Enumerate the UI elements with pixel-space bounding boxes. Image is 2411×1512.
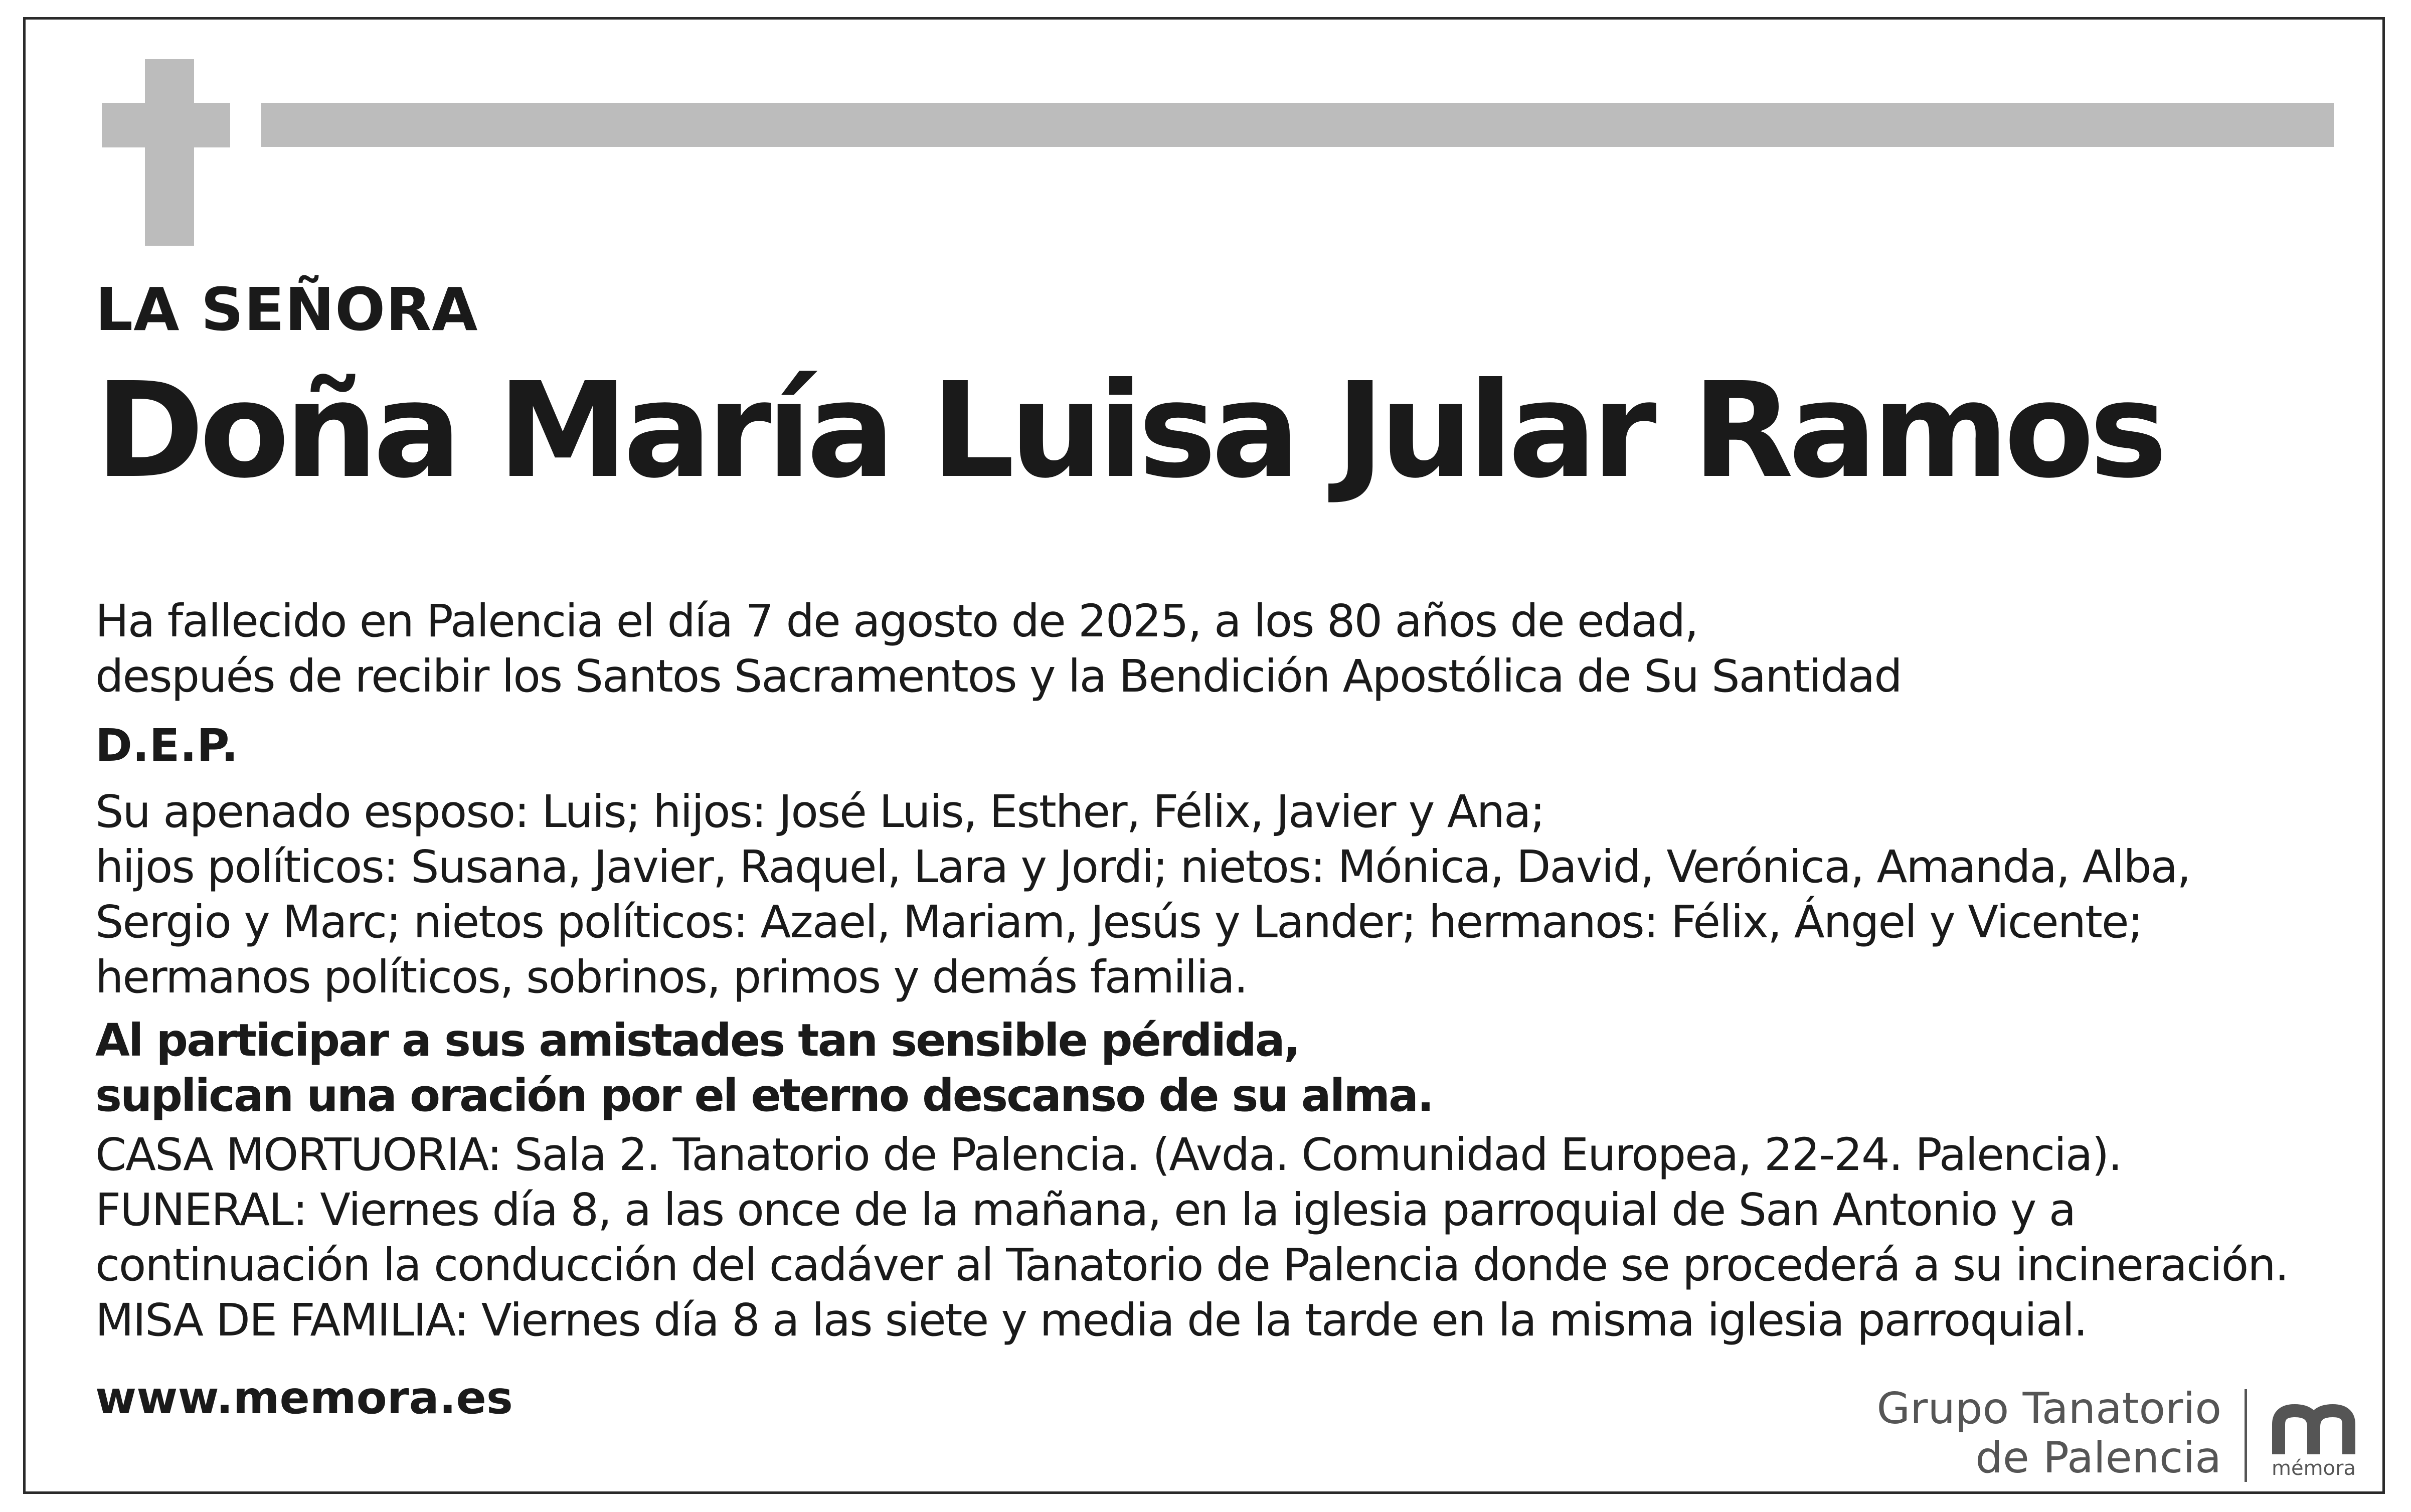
prayer-request	[95, 1013, 1433, 1123]
dep-label: D.E.P.	[95, 719, 238, 771]
deceased-name: Doña María Luisa Jular Ramos	[95, 354, 2163, 507]
cross-vertical-bar	[145, 59, 194, 246]
announcement	[95, 593, 1902, 704]
brand-line: Grupo Tanatorio	[1876, 1384, 2221, 1434]
service-details	[95, 1127, 2288, 1348]
brand-divider	[2245, 1389, 2247, 1482]
request-line: Al participar a sus amistades tan sensible pérdida,	[95, 1014, 1299, 1066]
family-line: Sergio y Marc; nietos políticos: Azael, Mariam, Jesús y Lander; hermanos: Félix, Ángel y Vicente;	[95, 896, 2142, 948]
service-line: FUNERAL: Viernes día 8, a las once de la mañana, en la iglesia parroquial de San Antonio y a	[95, 1184, 2076, 1236]
header-bar	[261, 103, 2334, 147]
honorific: LA SEÑORA	[95, 275, 478, 344]
family-line: hijos políticos: Susana, Javier, Raquel, Lara y Jordi; nietos: Mónica, David, Verónica, Amanda, Alba,	[95, 841, 2190, 893]
family-line: Su apenado esposo: Luis; hijos: José Luis, Esther, Félix, Javier y Ana;	[95, 785, 1544, 837]
announcement-line: Ha fallecido en Palencia el día 7 de agosto de 2025, a los 80 años de edad,	[95, 595, 1698, 647]
announcement-line: después de recibir los Santos Sacramentos y la Bendición Apostólica de Su Santidad	[95, 650, 1902, 702]
logo-wordmark: mémora	[2272, 1457, 2356, 1480]
funeral-home-brand	[1877, 1384, 2221, 1482]
website-link[interactable]: www.memora.es	[95, 1372, 513, 1424]
brand-line: de Palencia	[1975, 1433, 2221, 1483]
service-line: continuación la conducción del cadáver al Tanatorio de Palencia donde se procederá a su incineración.	[95, 1239, 2288, 1291]
family-line: hermanos políticos, sobrinos, primos y demás familia.	[95, 951, 1248, 1003]
service-line: CASA MORTUORIA: Sala 2. Tanatorio de Palencia. (Avda. Comunidad Europea, 22-24. Palencia).	[95, 1128, 2122, 1181]
service-line: MISA DE FAMILIA: Viernes día 8 a las siete y media de la tarde en la misma iglesia parroquial.	[95, 1294, 2087, 1346]
cross-horizontal-bar	[102, 103, 230, 147]
family-list	[95, 784, 2190, 1004]
request-line: suplican una oración por el eterno descanso de su alma.	[95, 1069, 1433, 1121]
